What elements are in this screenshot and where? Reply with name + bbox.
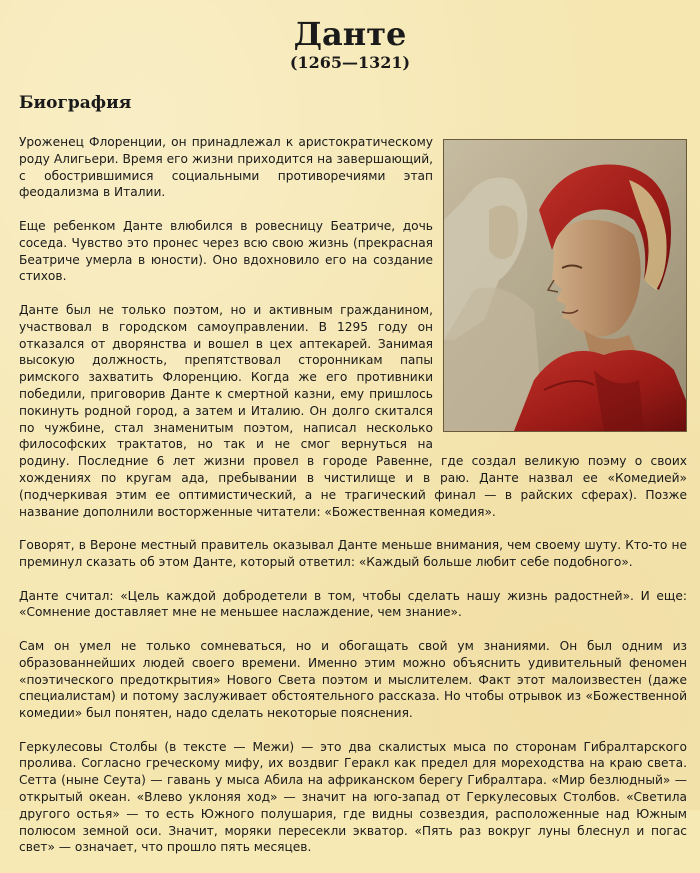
paragraph: Еще ребенком Данте влюбился в ровесницу Беатриче, дочь соседа. Чувство это пронес через всю свою жизнь (прекрасная Беатриче умерла в юности). Оно вдохновило его на создание стихов. [19,218,433,284]
dante-portrait-icon [444,140,686,431]
biography-text [19,134,687,873]
paragraph: Сам он умел не только сомневаться, но и обогащать свой ум знаниями. Он был одним из образованнейших людей своего времени. Именно этим можно объяснить удивительный феномен «поэтического предоткрытия» Нового Света поэтом и мыслителем. Факт этот малоизвестен (даже специалистам) и потому заслуживает обстоятельного рассказа. Но чтобы отрывок из «Божественной комедии» был понятен, надо сделать некоторые пояснения. [19,638,687,721]
paragraph: Данте был не только поэтом, но и активным гражданином, участвовал в городском самоуправлении. В 1295 году он отказался от дворянства и вошел в цех аптекарей. Занимая высокую должность, препятствовал сторонникам папы римского захватить Флоренцию. Когда же его противники победили, приговорив Данте к смертной казни, ему пришлось покинуть родной город, а затем и Италию. Он долго скитался по чужбине, стал знаменитым поэтом, написал несколько философских трактатов, но так и не смог вернуться на родину. Последние 6 лет жизни провел в городе Равенне, где создал великую поэму о своих хождениях по кругам ада, пребывании в чистилище и в раю. Данте назвал ее «Комедией» (подчеркивая этим ее оптимистический, а не трагический финал — в райских сферах). Позже название дополнили восторженные читатели: «Божественная комедия». [19,302,687,519]
paragraph: Данте считал: «Цель каждой добродетели в том, чтобы сделать нашу жизнь радостней». И еще: «Сомнение доставляет мне не меньшее наслаждение, чем знание». [19,588,687,620]
page-title: Данте [293,15,407,53]
paragraph: Геркулесовы Столбы (в тексте — Межи) — это два скалистых мыса по сторонам Гибралтарского пролива. Согласно греческому мифу, их воздвиг Геракл как предел для мореходства на краю света. Сетта (ныне Сеута) — гавань у мыса Абила на африканском берегу Гибралтара. «Мир безлюдный» — открытый океан. «Влево уклоняя ход» — значит на юго-запад от Геркулесовых Столбов. «Светила другого остья» — то есть Южного полушария, где видны созвездия, расположенные над Южным полюсом земной оси. Значит, моряки пересекли экватор. «Пять раз вокруг луны блеснул и погас свет» — означает, что прошло пять месяцев. [19,739,687,855]
paragraph: Уроженец Флоренции, он принадлежал к аристократическому роду Алигьери. Время его жизни приходится на завершающий, с обострившимися социальными противоречиями этап феодализма в Италии. [19,135,433,200]
paragraph: Говорят, в Вероне местный правитель оказывал Данте меньше внимания, чем своему шуту. Кто-то не преминул сказать об этом Данте, который ответил: «Каждый больше любит себе подобного». [19,538,687,569]
section-title-biography: Биография [19,93,132,113]
life-years: (1265—1321) [289,53,411,72]
portrait-image [443,139,687,432]
